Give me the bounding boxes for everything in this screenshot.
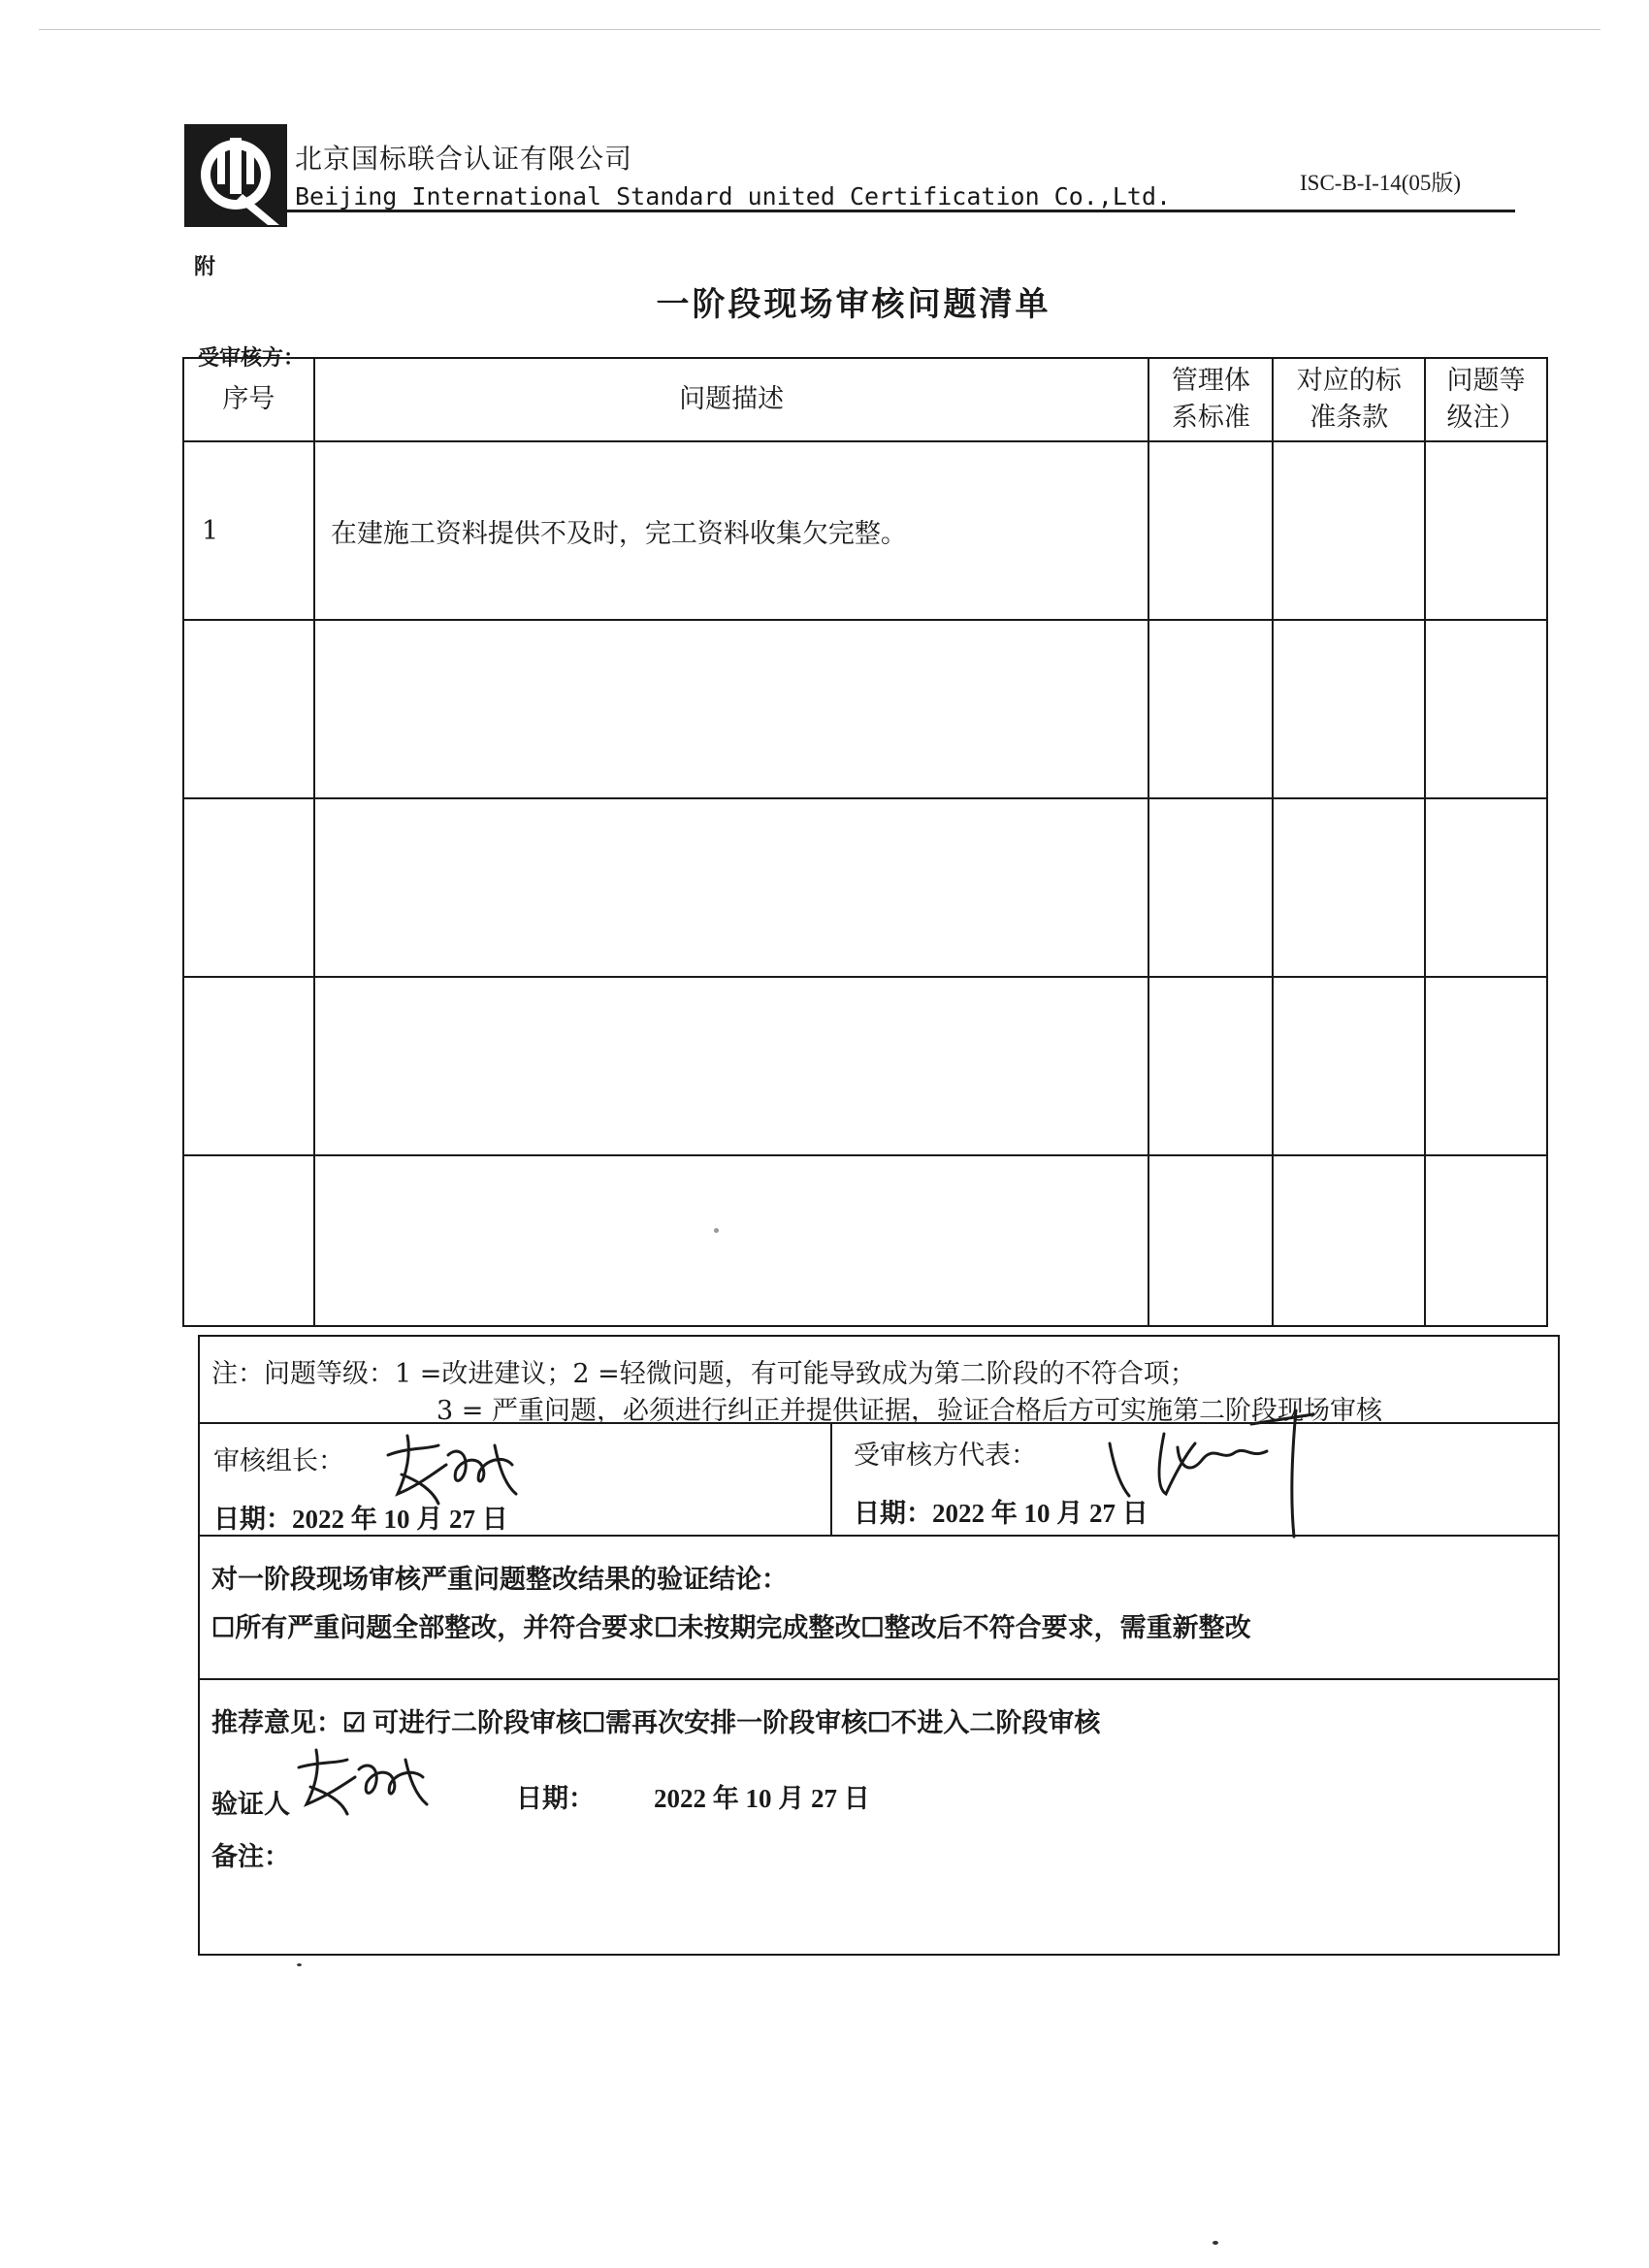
row-clause	[1273, 977, 1425, 1155]
row-description: 在建施工资料提供不及时，完工资料收集欠完整。	[314, 441, 1149, 620]
col-header-seq: 序号	[183, 358, 314, 441]
row-description	[314, 977, 1149, 1155]
col-header-clause-line2: 准条款	[1310, 403, 1389, 433]
grade-note-line1: 注：问题等级：1 =改进建议；2 =轻微问题，有可能导致成为第二阶段的不符合项；	[211, 1359, 1196, 1389]
form-title: 一阶段现场审核问题清单	[656, 285, 1051, 324]
row-level	[1425, 798, 1547, 977]
row-level	[1425, 977, 1547, 1155]
row-seq	[183, 798, 314, 977]
auditee-label: 受审核方：	[198, 346, 306, 371]
verifier-date-value: 2022 年 10 月 27 日	[654, 1784, 870, 1813]
row-seq	[183, 977, 314, 1155]
header-rule	[281, 210, 1515, 212]
table-row	[183, 1155, 1547, 1326]
col-header-standard-line2: 系标准	[1171, 403, 1250, 433]
row-description	[314, 1155, 1149, 1326]
col-header-clause-line1: 对应的标	[1296, 366, 1402, 396]
table-row	[183, 620, 1547, 798]
verification-section	[198, 1535, 1560, 1680]
recommendation-options: 推荐意见：☑ 可进行二阶段审核☐需再次安排一阶段审核☐不进入二阶段审核	[211, 1708, 1101, 1737]
signature-divider	[830, 1424, 832, 1535]
audit-leader-signature	[378, 1426, 524, 1509]
company-name-cn: 北京国标联合认证有限公司	[295, 143, 633, 175]
row-level	[1425, 441, 1547, 620]
auditee-rep-signature	[1106, 1405, 1329, 1540]
row-standard	[1148, 1155, 1273, 1326]
row-clause	[1273, 620, 1425, 798]
table-row	[183, 977, 1547, 1155]
row-clause	[1273, 441, 1425, 620]
table-row	[183, 798, 1547, 977]
row-clause	[1273, 1155, 1425, 1326]
col-header-level-line2: 级注）	[1446, 403, 1526, 433]
col-header-standard-line1: 管理体	[1171, 366, 1250, 396]
row-standard	[1148, 441, 1273, 620]
verification-options: ☐所有严重问题全部整改，并符合要求☐未按期完成整改☐整改后不符合要求，需重新整改	[211, 1613, 1251, 1642]
scan-speck	[1212, 2241, 1218, 2245]
col-header-level	[1425, 358, 1547, 441]
row-seq	[183, 1155, 314, 1326]
row-level	[1425, 1155, 1547, 1326]
scan-speck	[714, 1228, 719, 1233]
row-description	[314, 620, 1149, 798]
col-header-level-line1: 问题等	[1446, 366, 1526, 396]
row-standard	[1148, 977, 1273, 1155]
remarks-label: 备注：	[211, 1842, 290, 1871]
col-header-standard	[1148, 358, 1273, 441]
scan-top-edge	[39, 29, 1600, 30]
auditee-rep-label: 受审核方代表：	[854, 1441, 1037, 1471]
audit-leader-date: 日期：2022 年 10 月 27 日	[213, 1505, 508, 1534]
company-logo	[184, 124, 287, 227]
table-row	[183, 441, 1547, 620]
col-header-clause	[1273, 358, 1425, 441]
row-clause	[1273, 798, 1425, 977]
verification-heading: 对一阶段现场审核严重问题整改结果的验证结论：	[211, 1565, 788, 1594]
attachment-label: 附	[194, 255, 216, 279]
scan-speck	[297, 1963, 302, 1966]
auditee-rep-date: 日期：2022 年 10 月 27 日	[854, 1499, 1148, 1528]
verifier-signature	[291, 1742, 436, 1820]
grade-note-section	[198, 1335, 1560, 1424]
issue-table	[182, 357, 1548, 1327]
verifier-label: 验证人	[211, 1790, 290, 1819]
row-description	[314, 798, 1149, 977]
table-header-row	[183, 358, 1547, 441]
document-code: ISC-B-I-14(05版)	[1300, 171, 1462, 195]
verifier-date-label: 日期：	[516, 1784, 595, 1813]
row-seq: 1	[183, 441, 314, 620]
grade-note-line2: 3 = 严重问题，必须进行纠正并提供证据，验证合格后方可实施第二阶段现场审核	[436, 1396, 1382, 1426]
audit-leader-label: 审核组长：	[213, 1446, 344, 1476]
row-level	[1425, 620, 1547, 798]
row-seq	[183, 620, 314, 798]
row-standard	[1148, 620, 1273, 798]
col-header-description: 问题描述	[314, 358, 1149, 441]
row-standard	[1148, 798, 1273, 977]
company-name-en: Beijing International Standard united Certification Co.,Ltd.	[295, 182, 1172, 211]
